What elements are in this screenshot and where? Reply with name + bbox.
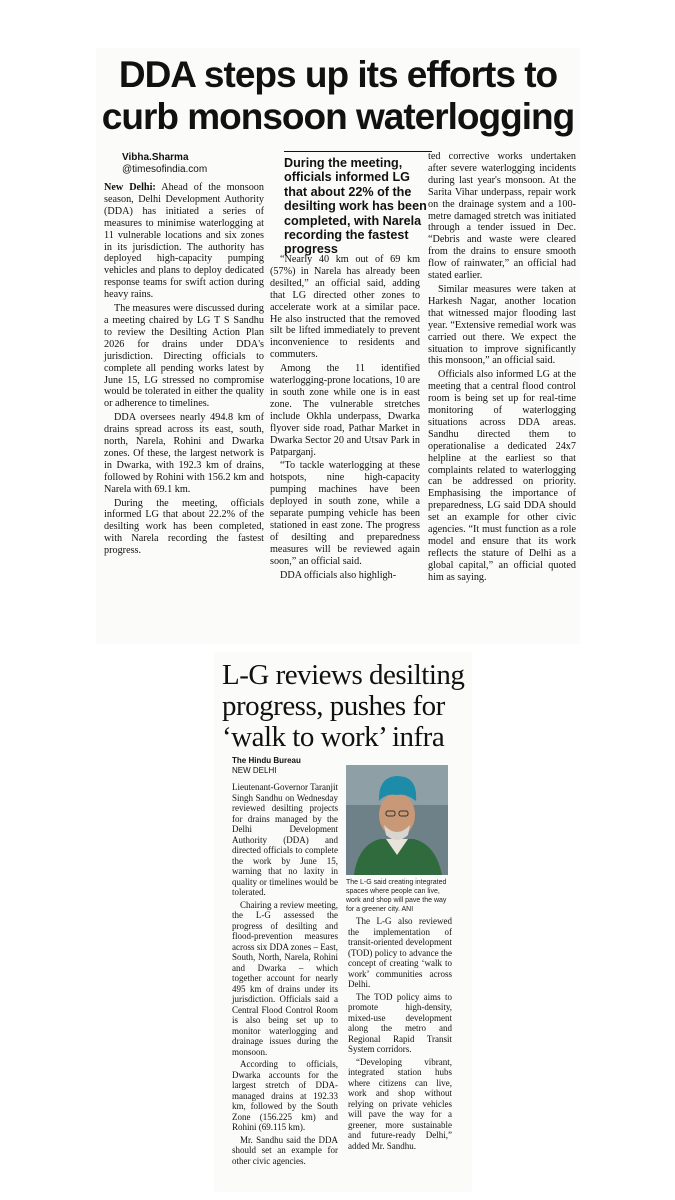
hindu-clipping — [214, 652, 472, 1192]
paragraph: The L-G also reviewed the implementation of transit-oriented development (TOD) policy to advance the concept of creating ‘walk to work’ communities across Delhi. — [348, 916, 452, 989]
byline — [122, 152, 207, 176]
paragraph: Chairing a review meeting, the L-G assessed the progress of desilting and flood-prevention measures across six DDA zones – East, South, North, Narela, Rohini and Dwarka – which together account for nearly 495 km of drains under its jurisdiction. Officials said a Central Flood Control Room is also being set up to monitor waterlogging and drainage issues during the monsoon. — [232, 899, 338, 1057]
byline-place: NEW DELHI — [232, 766, 277, 775]
headline-lg-reviews: L-G reviews desilting progress, pushes for ‘walk to work’ infra — [222, 659, 465, 753]
paragraph: New Delhi: Ahead of the monsoon season, Delhi Development Authority (DDA) has initiated a series of measures to minimise waterlogging at 11 vulnerable locations and six zones in its jurisdiction. The authority has deployed high-capacity pumping vehicles and plans to deploy dedicated response teams for swift action during heavy rains. — [104, 182, 264, 301]
paragraph: DDA officials also highligh- — [280, 569, 397, 581]
article-column-1 — [104, 182, 264, 559]
paragraph: “Developing vibrant, integrated station hubs where citizens can live, work and shop without relying on private vehicles will pave the way for a greener, more sustainable and future-ready Delhi,” added Mr. Sandhu. — [348, 1056, 452, 1151]
article-column-3 — [428, 151, 576, 586]
lg-photo — [346, 765, 448, 875]
article-column-2 — [348, 916, 452, 1153]
paragraph: Officials also informed LG at the meeting that a central flood control room is being set up for real-time monitoring of waterlogging situations across DDA areas. Sandhu directed them to operationalise a dedicated 24x7 helpline at the earliest so that complaints related to waterlogging can be addressed on priority. Emphasising the importance of preparedness, LG said DDA should set an example for other civic agencies. “It must function as a role model and ensure that its work reflects the stature of Delhi as a global capital,” an official quoted him as saying. — [428, 369, 576, 583]
toi-clipping — [96, 48, 580, 644]
paragraph: The measures were discussed during a meeting chaired by LG T S Sandhu to review the Desilting Action Plan 2026 for drains under DDA's jurisdiction. Directing officials to complete all pending works latest by June 15, LG stressed no compromise would be tolerated in either the quality or adherence to timelines. — [104, 303, 264, 410]
paragraph: Similar measures were taken at Harkesh Nagar, another location that witnessed major flooding last year. “Extensive remedial work was carried out there. We expect the situation to improve significantly this monsoon,” an official said. — [428, 283, 576, 367]
article-column-1 — [232, 782, 338, 1168]
pull-quote: During the meeting, officials informed LG that about 22% of the desilting work has been completed, with Narela recording the fastest progress — [284, 151, 432, 257]
article-column-2 — [270, 254, 420, 583]
byline-email: @timesofindia.com — [122, 164, 208, 175]
headline-dda: DDA steps up its efforts to curb monsoon waterlogging — [101, 54, 575, 137]
dateline: New Delhi: — [104, 182, 156, 193]
paragraph: The TOD policy aims to promote high-density, mixed-use development along the metro and Regional Rapid Transit System corridors. — [348, 991, 452, 1054]
paragraph: DDA oversees nearly 494.8 km of drains spread across its east, south, north, Narela, Rohini and Dwarka zones. Of these, the largest network is in Dwarka, with 192.3 km of drains, followed by Rohini with 156.2 km and Narela with 69.1 km. — [104, 412, 264, 495]
byline-name: Vibha.Sharma — [122, 152, 189, 163]
paragraph: According to officials, Dwarka accounts for the largest stretch of DDA-managed drains at 192.33 km, followed by the South Zone (156.225 km) and Rohini (69.115 km). — [232, 1059, 338, 1132]
photo-caption: The L-G said creating integrated spaces where people can live, work and shop will pave the way for a greener city. ANI — [346, 879, 447, 913]
paragraph: “Nearly 40 km out of 69 km (57%) in Narela has already been desilted,” an official said, adding that LG directed other zones to accelerate work at a similar pace. He also instructed that the removed silt be lifted immediately to prevent inconvenience to residents and commuters. — [270, 254, 420, 361]
paragraph: “To tackle waterlogging at these hotspots, nine high-capacity pumping machines have been deployed in south zone, while a separate pumping vehicle has been stationed in east zone. The progress of desilting and preparedness measures will be reviewed again soon,” an official said. — [270, 460, 420, 567]
paragraph: Among the 11 identified waterlogging-prone locations, 10 are in south zone while one is in east zone. The vulnerable stretches include Okhla underpass, Dwarka flyover side road, Pathar Market in Dwarka Sector 20 and Utsav Park in Patparganj. — [270, 363, 420, 458]
byline — [232, 756, 301, 776]
portrait-image — [346, 765, 448, 875]
paragraph: Lieutenant-Governor Taranjit Singh Sandhu on Wednesday reviewed desilting projects for drains managed by the Delhi Development Authority (DDA) and directed officials to complete the work by June 15, warning that no laxity in quality or timelines would be tolerated. — [232, 782, 338, 897]
paragraph: ted corrective works undertaken after severe waterlogging incidents during last year's monsoon. At the Sarita Vihar underpass, repair work on the drainage system and a 100-metre damaged stretch was initiated through a tender issued in Dec. “Debris and waste were cleared from the drains to ensure smooth flow of rainwater,” an official had stated earlier. — [428, 151, 576, 282]
byline-name: The Hindu Bureau — [232, 756, 301, 765]
paragraph: Mr. Sandhu said the DDA should set an example for other civic agencies. — [232, 1134, 338, 1166]
paragraph: During the meeting, officials informed LG that about 22.2% of the desilting work has been completed, with Narela recording the fastest progress. — [104, 497, 264, 557]
